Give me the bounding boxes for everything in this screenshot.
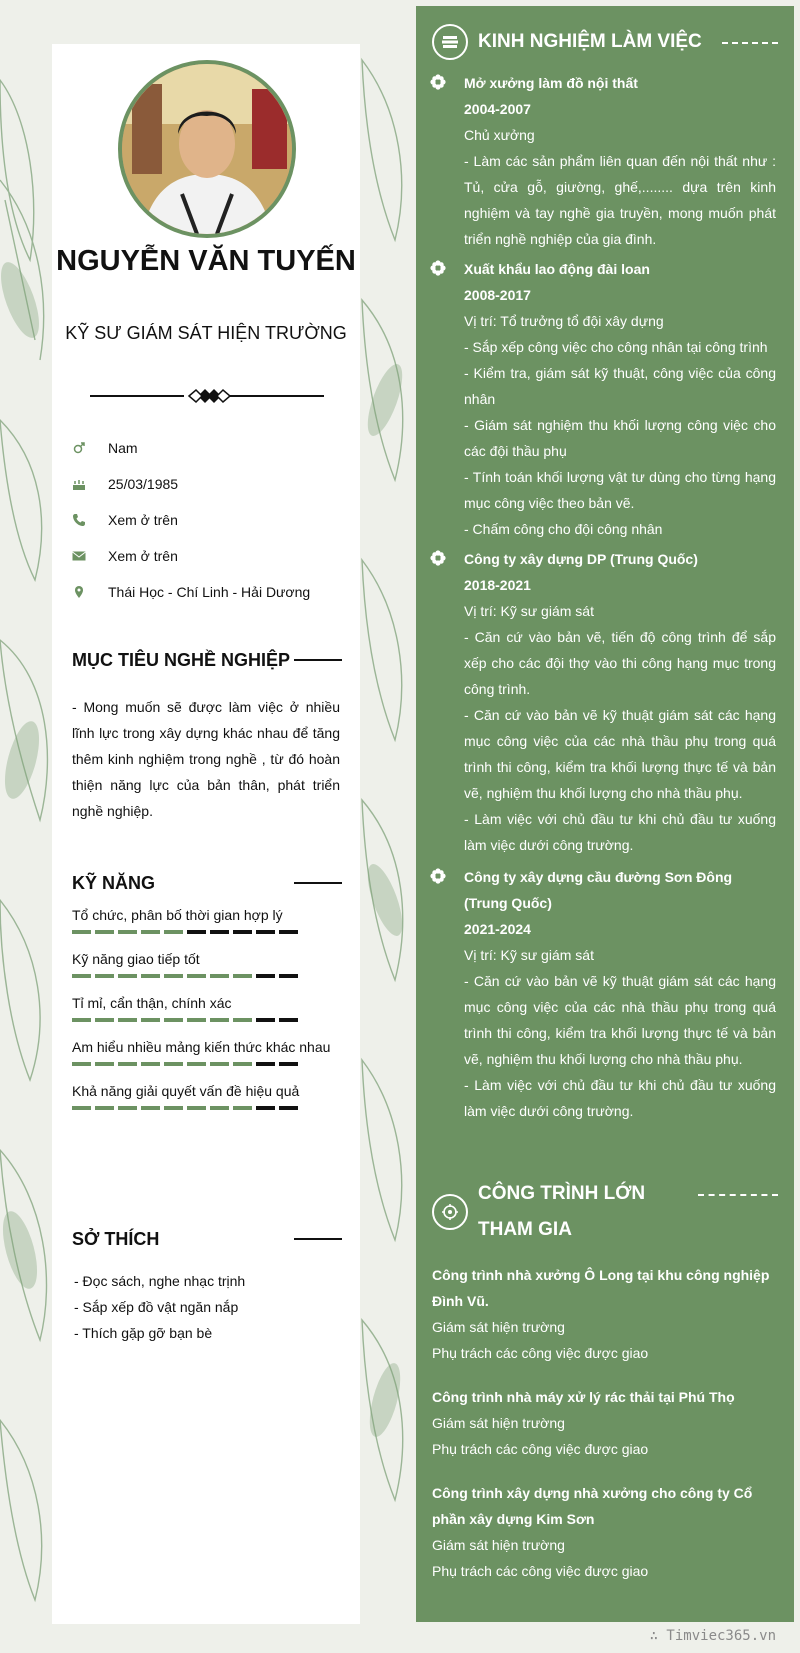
experience-period: 2004-2007: [464, 101, 531, 117]
hobby-item: - Thích gặp gỡ bạn bè: [74, 1325, 213, 1341]
info-row-gender: [72, 430, 352, 466]
left-column-card: [52, 44, 360, 1624]
skill-level-segment: [256, 930, 275, 934]
experience-period: 2008-2017: [464, 287, 531, 303]
project-role: Giám sát hiện trường: [432, 1415, 565, 1431]
experience-detail: - Căn cứ vào bản vẽ kỹ thuật giám sát các hạng mục công việc của các nhà thầu phụ trong quá trình thi công, kiểm tra khối lượng thực tế và bản vẽ, nghiệm thu khối lượng cho nhà thầu phụ.: [464, 973, 776, 1067]
skill-level-segment: [187, 1062, 206, 1066]
experience-detail: - Làm các sản phẩm liên quan đến nội thất như : Tủ, cửa gỗ, giường, ghế,........ dựa trên kinh nghiệm và tay nghề gia truyền, mong muốn phát triển nghề nghiệp của gia đình.: [464, 153, 776, 247]
brain-gear-icon: [432, 1194, 468, 1230]
career-objective: - Mong muốn sẽ được làm việc ở nhiều lĩnh lực trong xây dựng khác nhau để tăng thêm kinh nghiệm trong nghề , từ đó hoàn thiện năng lực của bản thân, phát triển nghề nghiệp.: [72, 699, 340, 819]
skill-level-segment: [233, 974, 252, 978]
experience-detail: - Làm việc với chủ đầu tư khi chủ đầu tư xuống làm việc dưới công trường.: [464, 1077, 776, 1119]
skills-list: [72, 902, 340, 1122]
info-address: Thái Học - Chí Linh - Hải Dương: [108, 584, 311, 600]
hobby-item: - Sắp xếp đồ vật ngăn nắp: [74, 1299, 239, 1315]
skill-level-segment: [187, 974, 206, 978]
skill-level-segment: [256, 1106, 275, 1110]
birthday-cake-icon: [72, 474, 108, 494]
skill-level-segment: [279, 1018, 298, 1022]
phone-icon: [72, 510, 108, 530]
avatar: [118, 60, 296, 238]
experience-item: [464, 546, 776, 858]
skill-level-segment: [72, 1018, 91, 1022]
skill-level-segment: [72, 1062, 91, 1066]
experience-detail: - Sắp xếp công việc cho công nhân tại công trình: [464, 339, 768, 355]
skill-level-segment: [72, 974, 91, 978]
experience-section-header: [432, 24, 778, 60]
hobbies-list: [74, 1268, 342, 1346]
skill-level-segment: [233, 1062, 252, 1066]
skill-level-segment: [72, 930, 91, 934]
skill-item: [72, 1034, 340, 1066]
skill-name: Tỉ mỉ, cẩn thận, chính xác: [72, 995, 232, 1011]
skill-level-segment: [279, 1062, 298, 1066]
skill-level-segment: [279, 930, 298, 934]
skill-level-segment: [210, 974, 229, 978]
skill-level-segment: [164, 1018, 183, 1022]
experience-position: Vị trí: Tổ trưởng tổ đội xây dựng: [464, 313, 664, 329]
info-row-email: [72, 538, 352, 574]
experience-detail: - Giám sát nghiệm thu khối lượng công việc cho các đội thầu phụ: [464, 417, 776, 459]
experience-position: Vị trí: Kỹ sư giám sát: [464, 947, 594, 963]
skill-level-segment: [95, 930, 114, 934]
hobby-item: - Đọc sách, nghe nhạc trịnh: [74, 1273, 246, 1289]
skill-level-segment: [164, 1106, 183, 1110]
project-desc: Phụ trách các công việc được giao: [432, 1441, 649, 1457]
title-dash: [698, 1194, 778, 1196]
skills-title-text: KỸ NĂNG: [72, 872, 156, 893]
info-birthday: 25/03/1985: [108, 476, 179, 492]
experience-detail: - Kiểm tra, giám sát kỹ thuật, công việc của công nhân: [464, 365, 776, 407]
candidate-name: NGUYỄN VĂN TUYẾN: [56, 245, 356, 277]
experience-company: Công ty xây dựng DP (Trung Quốc): [464, 551, 698, 567]
personal-info-list: [72, 430, 352, 610]
project-item: [432, 1480, 778, 1584]
experience-period: 2021-2024: [464, 921, 531, 937]
info-gender: Nam: [108, 440, 138, 456]
objective-title-text: MỤC TIÊU NGHỀ NGHIỆP: [72, 649, 291, 670]
skill-level-segment: [118, 1106, 137, 1110]
flower-bullet-icon: [430, 868, 446, 884]
hobbies-title-text: SỞ THÍCH: [72, 1228, 160, 1249]
skill-level-segment: [256, 1018, 275, 1022]
skill-name: Khả năng giải quyết vấn đề hiệu quả: [72, 1083, 300, 1099]
skill-level-segment: [141, 1106, 160, 1110]
projects-title: CÔNG TRÌNH LỚN THAM GIA: [478, 1183, 646, 1240]
skill-level-segment: [118, 1062, 137, 1066]
skill-level-segment: [256, 974, 275, 978]
watermark-text: Timviec365.vn: [666, 1628, 776, 1644]
ornament-divider: [90, 388, 324, 404]
skill-level-segment: [95, 1106, 114, 1110]
project-role: Giám sát hiện trường: [432, 1319, 565, 1335]
experience-position: Chủ xưởng: [464, 127, 535, 143]
skill-level-segment: [187, 1106, 206, 1110]
skill-level-segment: [141, 1062, 160, 1066]
skill-level-bar: [72, 1106, 340, 1110]
title-dash: [722, 42, 778, 44]
skill-level-bar: [72, 930, 340, 934]
skill-level-segment: [279, 974, 298, 978]
skill-level-segment: [210, 1062, 229, 1066]
experience-company: Xuất khẩu lao động đài loan: [464, 261, 650, 277]
skill-level-segment: [95, 1062, 114, 1066]
project-name: Công trình nhà xưởng Ô Long tại khu công nghiệp Đình Vũ.: [432, 1267, 770, 1309]
skill-level-segment: [118, 974, 137, 978]
skill-level-segment: [141, 1018, 160, 1022]
skill-level-segment: [95, 1018, 114, 1022]
skill-level-segment: [164, 1062, 183, 1066]
experience-item: [464, 70, 776, 252]
skill-level-segment: [187, 930, 206, 934]
skill-item: [72, 946, 340, 978]
gender-icon: [72, 438, 108, 458]
skill-level-segment: [279, 1106, 298, 1110]
skill-level-segment: [95, 974, 114, 978]
skill-level-segment: [210, 930, 229, 934]
experience-detail: - Căn cứ vào bản vẽ, tiến độ công trình để sắp xếp cho các đội thợ vào thi công hạng mục trong công trình.: [464, 629, 776, 697]
skill-level-segment: [233, 1018, 252, 1022]
skill-level-segment: [210, 1018, 229, 1022]
flower-bullet-icon: [430, 74, 446, 90]
map-pin-icon: [72, 582, 108, 602]
skill-level-segment: [72, 1106, 91, 1110]
watermark: ∴ Timviec365.vn: [649, 1628, 776, 1644]
experience-item: [464, 864, 776, 1124]
skill-name: Tổ chức, phân bố thời gian hợp lý: [72, 907, 283, 923]
title-rule: [294, 659, 342, 661]
project-item: [432, 1384, 778, 1462]
experience-detail: - Chấm công cho đội công nhân: [464, 521, 663, 537]
hobbies-section-title: [72, 1224, 342, 1254]
skill-level-segment: [118, 930, 137, 934]
candidate-role: KỸ SƯ GIÁM SÁT HIỆN TRƯỜNG: [65, 323, 347, 343]
info-row-address: [72, 574, 352, 610]
info-row-birthday: [72, 466, 352, 502]
skill-level-segment: [164, 974, 183, 978]
info-email: Xem ở trên: [108, 548, 178, 564]
skill-level-bar: [72, 1018, 340, 1022]
title-rule: [294, 1238, 342, 1240]
experience-detail: - Tính toán khối lượng vật tư dùng cho từng hạng mục công việc theo bản vẽ.: [464, 469, 776, 511]
skill-level-segment: [141, 974, 160, 978]
skill-level-segment: [210, 1106, 229, 1110]
skill-item: [72, 902, 340, 934]
skill-level-segment: [187, 1018, 206, 1022]
experience-item: [464, 256, 776, 542]
skill-level-segment: [164, 930, 183, 934]
project-desc: Phụ trách các công việc được giao: [432, 1345, 649, 1361]
skill-name: Kỹ năng giao tiếp tốt: [72, 951, 200, 967]
skill-level-bar: [72, 974, 340, 978]
skill-item: [72, 1078, 340, 1110]
project-item: [432, 1262, 778, 1366]
project-name: Công trình xây dựng nhà xưởng cho công ty Cổ phần xây dựng Kim Sơn: [432, 1485, 753, 1527]
skill-level-segment: [118, 1018, 137, 1022]
skill-level-bar: [72, 1062, 340, 1066]
skill-level-segment: [141, 930, 160, 934]
flower-bullet-icon: [430, 260, 446, 276]
skill-name: Am hiểu nhiều mảng kiến thức khác nhau: [72, 1039, 331, 1055]
books-icon: [432, 24, 468, 60]
skill-item: [72, 990, 340, 1022]
flower-bullet-icon: [430, 550, 446, 566]
projects-section-header: [432, 1176, 778, 1248]
experience-title: KINH NGHIỆM LÀM VIỆC: [478, 31, 702, 52]
experience-company: Mở xưởng làm đồ nội thất: [464, 75, 638, 91]
experience-detail: - Làm việc với chủ đầu tư khi chủ đầu tư xuống làm việc dưới công trường.: [464, 811, 776, 853]
project-name: Công trình nhà máy xử lý rác thải tại Phú Thọ: [432, 1389, 735, 1405]
experience-company: Công ty xây dựng cầu đường Sơn Đông (Trung Quốc): [464, 869, 733, 911]
title-rule: [294, 882, 342, 884]
skill-level-segment: [233, 1106, 252, 1110]
experience-detail: - Căn cứ vào bản vẽ kỹ thuật giám sát các hạng mục công việc của các nhà thầu phụ trong quá trình thi công, kiểm tra khối lượng thực tế và bản vẽ, nghiệm thu khối lượng cho nhà thầu phụ.: [464, 707, 776, 801]
skill-level-segment: [256, 1062, 275, 1066]
profile-photo: [122, 64, 292, 234]
skills-section-title: [72, 868, 342, 898]
skill-level-segment: [233, 930, 252, 934]
experience-period: 2018-2021: [464, 577, 531, 593]
project-desc: Phụ trách các công việc được giao: [432, 1563, 649, 1579]
info-phone: Xem ở trên: [108, 512, 178, 528]
objective-section-title: [72, 645, 342, 675]
info-row-phone: [72, 502, 352, 538]
experience-position: Vị trí: Kỹ sư giám sát: [464, 603, 594, 619]
envelope-icon: [72, 546, 108, 566]
project-role: Giám sát hiện trường: [432, 1537, 565, 1553]
